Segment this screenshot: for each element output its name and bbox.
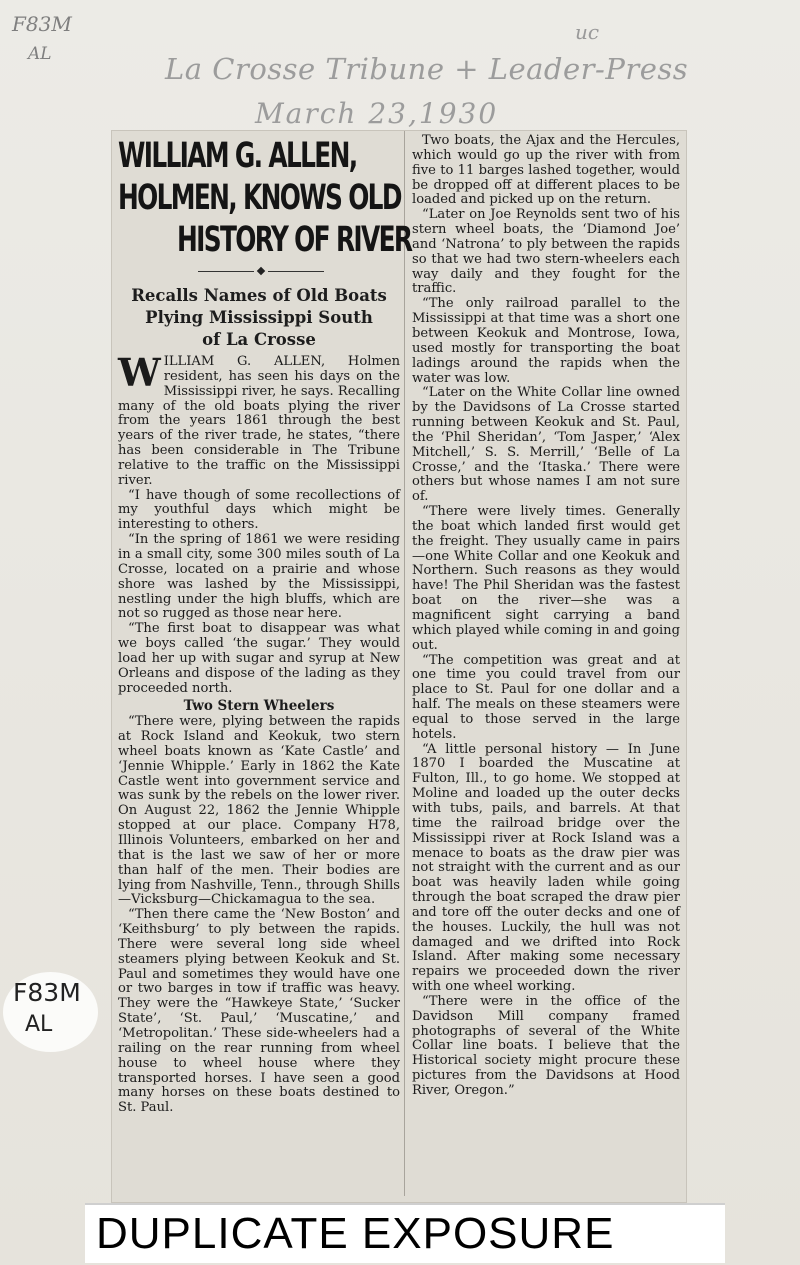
stamp-sub: AL <box>25 1012 53 1037</box>
headline-line-2: HOLMEN, KNOWS OLD <box>118 178 401 218</box>
lead-text: ILLIAM G. ALLEN, Holmen resident, has seen his days on the Mississippi river, he says. Recalling many of the old boats plying the river from the years 1861 through the best years of the river trade, he states, “there has been considerable in The Tribune relative to the traffic on the Mississippi river. <box>118 354 400 488</box>
subheadline-line-3: of La Crosse <box>202 330 316 349</box>
paragraph: “A little personal history — In June 1870 I boarded the Muscatine at Fulton, Ill., to go home. We stopped at Moline and loaded up the outer decks with tubs, pails, and barrels. At that time the railroad bridge over the Mississippi river at Rock Island was a menace to boats as the draw pier was not straight with the current and as our boat was heavily laden while going through the boat scraped the draw pier and tore off the outer decks and one of the houses. Luckily, the hull was not damaged and we drifted into Rock Island. After making some necessary repairs we proceeded down the river with one wheel working. <box>412 741 680 995</box>
paragraph: “Later on the White Collar line owned by the Davidsons of La Crosse started running between Keokuk and St. Paul, the ‘Phil Sheridan’, ‘Tom Jasper,’ ‘Alex Mitchell,’ S. S. Merrill,’ ‘Belle of La Crosse,’ and the ‘Itaska.’ There were others but whose names I am not sure of. <box>412 385 680 505</box>
newspaper-clipping <box>112 131 686 1202</box>
paragraph: “I have though of some recollections of my youthful days which might be interesting to others. <box>118 487 400 533</box>
paragraph: “The only railroad parallel to the Mississippi at that time was a short one between Keokuk and Montrose, Iowa, used mostly for transporting the boat ladings around the rapids when the water was low. <box>412 296 680 386</box>
section-heading: Two Stern Wheelers <box>183 698 335 715</box>
paragraph: Two boats, the Ajax and the Hercules, which would go up the river with from five to 11 barges lashed together, would be dropped off at different places to be loaded and picked up on the return. <box>412 133 680 208</box>
paragraph: “The competition was great and at one time you could travel from our place to St. Paul for one dollar and a half. The meals on these steamers were equal to those served in the large hotels. <box>412 652 680 742</box>
paragraph: “The first boat to disappear was what we boys called ‘the sugar.’ They would load her up with sugar and syrup at New Orleans and dispose of the lading as they proceeded north. <box>118 621 400 696</box>
paragraph: “In the spring of 1861 we were residing in a small city, some 300 miles south of La Crosse, located on a prairie and whose shore was lashed by the Mississippi, nestling under the high bluffs, which are not so rugged as those near here. <box>118 532 400 622</box>
handwritten-source: La Crosse Tribune + Leader-Press <box>165 52 689 86</box>
paragraph: “Then there came the ‘New Boston’ and ‘Keithsburg’ to ply between the rapids. There were several long side wheel steamers plying between Keokuk and St. Paul and sometimes they would have one or two barges in tow if traffic was heavy. They were the “Hawkeye State,’ ‘Sucker State’, ‘St. Paul,’ ‘Muscatine,’ and ‘Metropolitan.’ These side-wheelers had a railing on the rear running from wheel house to wheel house where they transported horses. I have seen a good many horses on these boats destined to St. Paul. <box>118 907 400 1116</box>
lead-paragraph <box>118 350 400 489</box>
headline-ornament-rule <box>118 265 400 279</box>
headline-line-3: HISTORY OF RIVER <box>177 220 412 260</box>
paragraph: “Later on Joe Reynolds sent two of his stern wheel boats, the ‘Diamond Joe’ and ‘Natrona’ to ply between the rapids so that we had two stern-wheelers each way daily and they fought for the traffic. <box>412 207 680 297</box>
headline <box>118 135 412 261</box>
drop-cap: W <box>118 350 161 395</box>
subheadline-line-2: Plying Mississippi South <box>145 308 373 327</box>
right-column <box>412 134 680 1099</box>
corner-catalog-sub: AL <box>28 44 52 64</box>
handwritten-mark: uc <box>575 20 600 44</box>
paragraph: “There were lively times. Generally the boat which landed first would get the freight. They usually came in pairs—one White Collar and one Keokuk and Northern. Such reasons as they would have! The Phil Sheridan was the fastest boat on the river—she was a magnificent sight carrying a band which played while coming in and going out. <box>412 504 680 653</box>
paragraph: “There were, plying between the rapids at Rock Island and Keokuk, two stern wheel boats known as ‘Kate Castle’ and ‘Jennie Whipple.’ Early in 1862 the Kate Castle went into government service and was sunk by the rebels on the lower river. On August 22, 1862 the Jennie Whipple stopped at our place. Company H78, Illinois Volunteers, embarked on her and that is the last we saw of her or more than half of the men. Their bodies are lying from Nashville, Tenn., through Shills—Vicksburg—Chickamagua to the sea. <box>118 714 400 908</box>
duplicate-exposure-banner <box>85 1203 725 1263</box>
banner-text: DUPLICATE EXPOSURE <box>96 1209 615 1258</box>
catalog-stamp <box>3 972 98 1052</box>
handwritten-date: March 23,1930 <box>255 97 499 130</box>
left-column <box>118 131 412 1116</box>
column-divider <box>404 131 405 1196</box>
corner-catalog-code: F83M <box>12 12 72 36</box>
subheadline-line-1: Recalls Names of Old Boats <box>131 286 387 305</box>
headline-line-1: WILLIAM G. ALLEN, <box>118 136 357 176</box>
subheadline <box>118 285 400 351</box>
paragraph: “There were in the office of the Davidson Mill company framed photographs of several of the White Collar line boats. I believe that the Historical society might procure these pictures from the Davidsons at Hood River, Oregon.” <box>412 993 680 1098</box>
stamp-code: F83M <box>13 978 81 1007</box>
